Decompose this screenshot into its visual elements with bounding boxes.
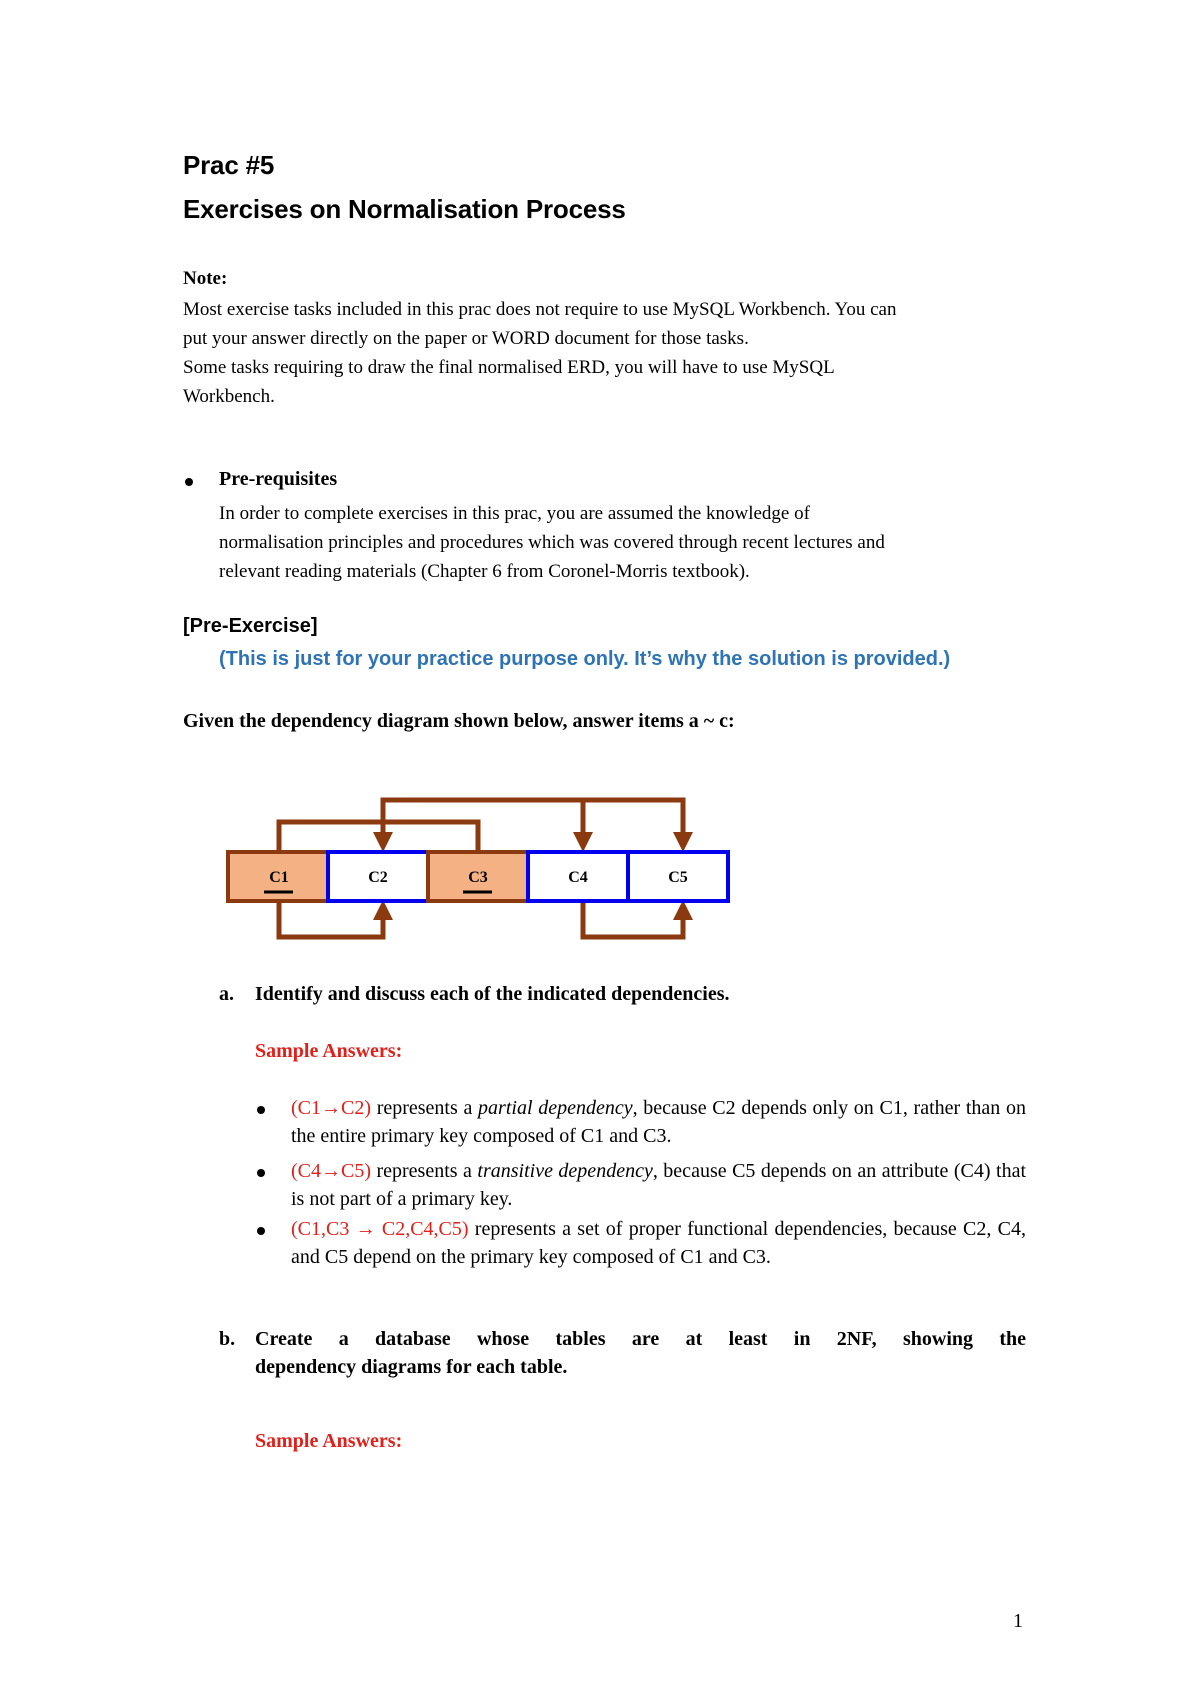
note-line: Some tasks requiring to draw the final normalised ERD, you will have to use MySQL	[183, 357, 835, 378]
dependency-notation: (C1→C2)	[291, 1097, 371, 1119]
item-a-marker: a.	[219, 983, 234, 1005]
dependency-term: partial dependency	[478, 1097, 633, 1119]
prerequisites-line: relevant reading materials (Chapter 6 from Coronel-Morris textbook).	[219, 561, 750, 582]
prerequisites-line: normalisation principles and procedures which was covered through recent lectures and	[219, 532, 885, 553]
item-a-question: Identify and discuss each of the indicated dependencies.	[255, 983, 730, 1005]
answer-text: represents a set of proper functional dependencies, because C2, C4, and C5 depend on the primary key composed of C1 and C3.	[291, 1218, 1026, 1268]
arrow-c1-to-c2	[279, 901, 383, 937]
c1-c3-bracket	[279, 822, 478, 852]
answer-text: , because C5 depends on an attribute (C4) that is not part of a primary key.	[291, 1160, 1027, 1210]
page-number: 1	[1013, 1610, 1023, 1632]
note-line: Workbench.	[183, 386, 275, 407]
answer-functional-dependencies	[291, 1215, 1026, 1271]
answer-text: represents a	[371, 1160, 478, 1182]
item-b-question-line-1: Create a database whose tables are at least in 2NF, showing the	[255, 1328, 1026, 1350]
note-line: Most exercise tasks included in this prac does not require to use MySQL Workbench. You can	[183, 299, 897, 320]
prerequisites-heading: Pre-requisites	[219, 468, 338, 490]
bullet-icon	[257, 1106, 265, 1114]
pre-exercise-note: (This is just for your practice purpose only. It’s why the solution is provided.)	[219, 648, 951, 670]
note-line: put your answer directly on the paper or WORD document for those tasks.	[183, 328, 749, 349]
top-arrows	[279, 800, 683, 852]
item-b-question-line-2: dependency diagrams for each table.	[255, 1356, 568, 1378]
item-b-marker: b.	[219, 1328, 236, 1350]
item-b-sample-label: Sample Answers:	[255, 1430, 403, 1452]
answer-partial-dependency	[291, 1094, 1026, 1150]
dependency-notation: (C4→C5)	[291, 1160, 371, 1182]
cell-c3-label: C3	[468, 869, 488, 886]
cell-c4-label: C4	[568, 869, 588, 886]
bottom-arrows	[279, 901, 683, 937]
bullet-icon	[257, 1169, 265, 1177]
item-a-sample-label: Sample Answers:	[255, 1040, 403, 1062]
page-title: Prac #5	[183, 150, 275, 180]
answer-text: , because C2 depends only on C1, rather than on the entire primary key composed of C1 and C3.	[291, 1097, 1026, 1147]
pre-exercise-label: [Pre-Exercise]	[183, 615, 318, 637]
answer-text: represents a	[371, 1097, 479, 1119]
question-intro: Given the dependency diagram shown below, answer items a ~ c:	[183, 710, 735, 732]
answer-transitive-dependency	[291, 1157, 1026, 1213]
cell-c1-label: C1	[269, 869, 289, 886]
arrow-c4-to-c5	[583, 901, 683, 937]
dependency-term: transitive dependency	[477, 1160, 653, 1182]
prerequisites-line: In order to complete exercises in this prac, you are assumed the knowledge of	[219, 503, 810, 524]
cell-c5-label: C5	[668, 869, 688, 886]
bullet-icon	[257, 1227, 265, 1235]
page-subtitle: Exercises on Normalisation Process	[183, 194, 626, 224]
cell-c2-label: C2	[368, 869, 388, 886]
dependency-notation: (C1,C3 → C2,C4,C5)	[291, 1218, 469, 1240]
note-label: Note:	[183, 268, 228, 289]
